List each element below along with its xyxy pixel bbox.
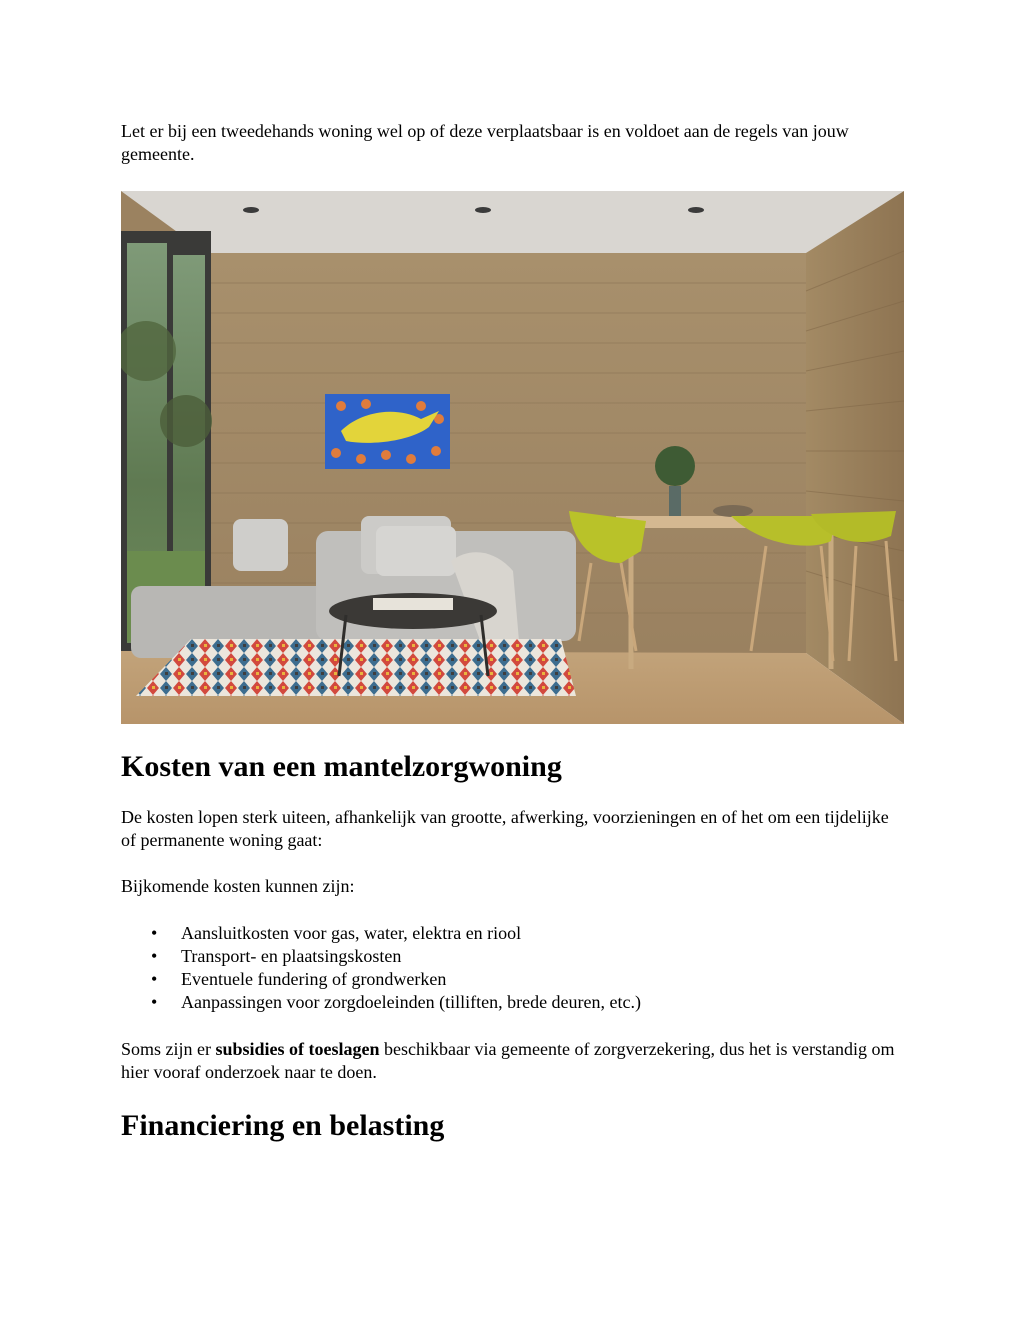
bullet-icon: • [151,946,158,966]
list-item-text: Eventuele fundering of grondwerken [181,969,447,989]
list-item [121,991,641,1014]
list-item [121,968,641,991]
extra-costs-list [121,922,641,1014]
kosten-description: De kosten lopen sterk uiteen, afhankelijk van grootte, afwerking, voorzieningen en of het om een tijdelijke of permanente woning gaat: [121,807,889,850]
subsidy-text-start: Soms zijn er [121,1039,216,1059]
subsidy-emphasis: subsidies of toeslagen [215,1039,380,1059]
bullet-icon: • [151,969,158,989]
intro-paragraph: Let er bij een tweedehands woning wel op of deze verplaatsbaar is en voldoet aan de regels van jouw gemeente. [121,121,849,164]
heading-financiering: Financiering en belasting [121,1109,445,1142]
list-item-text: Aansluitkosten voor gas, water, elektra en riool [181,923,522,943]
living-room-photo [121,191,904,724]
list-item-text: Aanpassingen voor zorgdoeleinden (tilliften, brede deuren, etc.) [181,992,642,1012]
list-item-text: Transport- en plaatsingskosten [181,946,402,966]
bullet-icon: • [151,992,158,1012]
list-item [121,945,641,968]
subsidy-text-end: beschikbaar via gemeente of zorgverzekering, dus het is verstandig om hier vooraf onderzoek naar te doen. [121,1039,895,1082]
list-item [121,922,641,945]
subsidy-paragraph [121,1038,905,1084]
heading-kosten: Kosten van een mantelzorgwoning [121,750,562,783]
extra-costs-intro: Bijkomende kosten kunnen zijn: [121,876,355,896]
bullet-icon: • [151,923,158,943]
